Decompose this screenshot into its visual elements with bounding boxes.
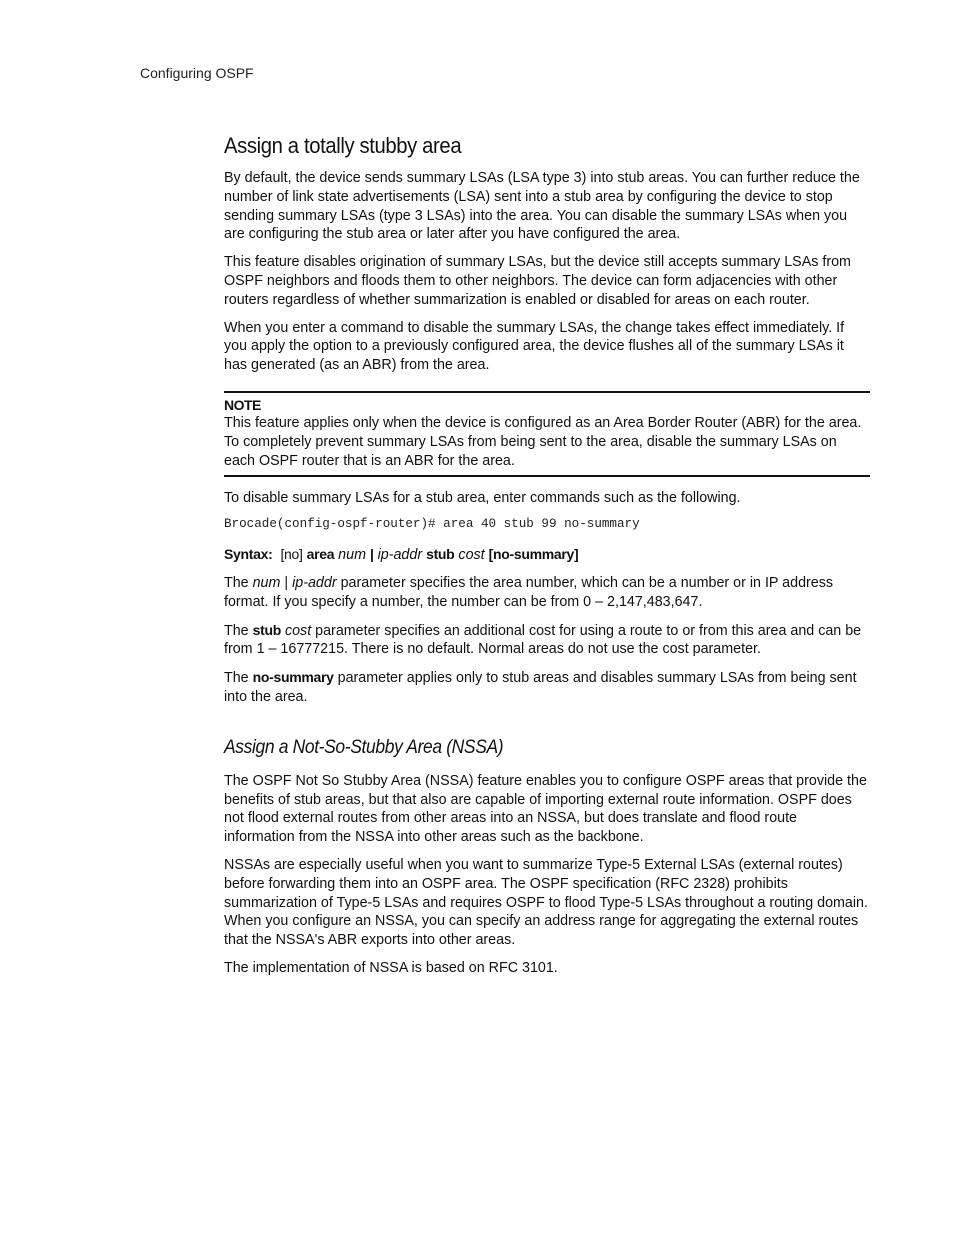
paragraph: The OSPF Not So Stubby Area (NSSA) feature enables you to configure OSPF areas that provide the benefits of stub areas, but that also are capable of importing external route information. OSPF does not flood external routes from other areas into an NSSA, but does translate and flood route information from the NSSA into other areas such as the backbone. — [224, 772, 867, 846]
syntax-stub: stub — [426, 546, 455, 563]
text-run: The — [224, 670, 253, 687]
note-text: This feature applies only when the device is configured as an Area Border Router (ABR) for the area. To completely prevent summary LSAs from being sent to the area, disable the summary LSAs on each OSPF router that is an ABR for the area. — [224, 414, 862, 469]
text-run: parameter specifies an additional cost for using a route to or from this area and can be from 1 – 16777215. There is no default. Normal areas do not use the cost parameter. — [224, 622, 862, 658]
text-run: The — [224, 574, 253, 591]
syntax-num: num — [338, 547, 366, 564]
section-heading-totally-stubby: Assign a totally stubby area — [224, 133, 462, 158]
text-run: parameter specifies the area number, which can be a number or in IP address format. If you specify a number, the number can be from 0 – 2,147,483,647. — [224, 574, 834, 610]
paragraph: The implementation of NSSA is based on RFC 3101. — [224, 959, 558, 976]
paragraph: To disable summary LSAs for a stub area, enter commands such as the following. — [224, 490, 741, 507]
paragraph: When you enter a command to disable the summary LSAs, the change takes effect immediately. If you apply the option to a previously configured area, the device flushes all of the summary LSAs it has generated (as an ABR) from the area. — [224, 319, 845, 374]
note-box — [224, 391, 870, 477]
param-no-summary: no-summary — [252, 669, 334, 686]
syntax-label: Syntax: — [224, 546, 273, 563]
code-example: Brocade(config-ospf-router)# area 40 stub 99 no-summary — [224, 517, 640, 532]
param-description-num — [224, 574, 870, 612]
text-run: The — [224, 622, 253, 639]
param-cost: cost — [284, 622, 312, 639]
syntax-cost: cost — [458, 547, 485, 564]
syntax-area: area — [306, 546, 335, 563]
param-ip-addr: ip-addr — [292, 574, 337, 591]
syntax-no: [no] — [280, 546, 303, 563]
syntax-ip-addr: ip-addr — [377, 547, 423, 564]
syntax-bar: | — [369, 546, 374, 563]
note-label: NOTE — [224, 396, 261, 413]
syntax-line — [224, 545, 870, 565]
syntax-no-summary: [no-summary] — [488, 546, 579, 563]
param-num: num — [252, 574, 281, 591]
page-header: Configuring OSPF — [140, 65, 254, 81]
section-heading-nssa: Assign a Not-So-Stubby Area (NSSA) — [224, 736, 504, 758]
text-run: | — [280, 574, 293, 591]
paragraph: By default, the device sends summary LSAs (LSA type 3) into stub areas. You can further reduce the number of link state advertisements (LSA) sent into a stub area by configuring the device to stop sending summary LSAs (type 3 LSAs) into the area. You can disable the summary LSAs when you are configuring the stub area or later after you have configured the area. — [224, 170, 860, 243]
param-description-stub — [224, 621, 870, 660]
text-run: parameter applies only to stub areas and disables summary LSAs from being sent into the area. — [224, 670, 857, 705]
param-description-no-summary — [224, 668, 870, 707]
param-stub: stub — [252, 621, 281, 638]
main-content — [224, 133, 870, 987]
paragraph: NSSAs are especially useful when you want to summarize Type-5 External LSAs (external routes) before forwarding them into an OSPF area. The OSPF specification (RFC 2328) prohibits summarization of Type-5 LSAs and requires OSPF to flood Type-5 LSAs throughout a routing domain. When you configure an NSSA, you can specify an address range for aggregating the external routes that the NSSA's ABR exports into other areas. — [224, 856, 868, 949]
paragraph: This feature disables origination of summary LSAs, but the device still accepts summary LSAs from OSPF neighbors and floods them to other neighbors. The device can form adjacencies with other routers regardless of whether summarization is enabled or disabled for areas on each router. — [224, 254, 851, 308]
